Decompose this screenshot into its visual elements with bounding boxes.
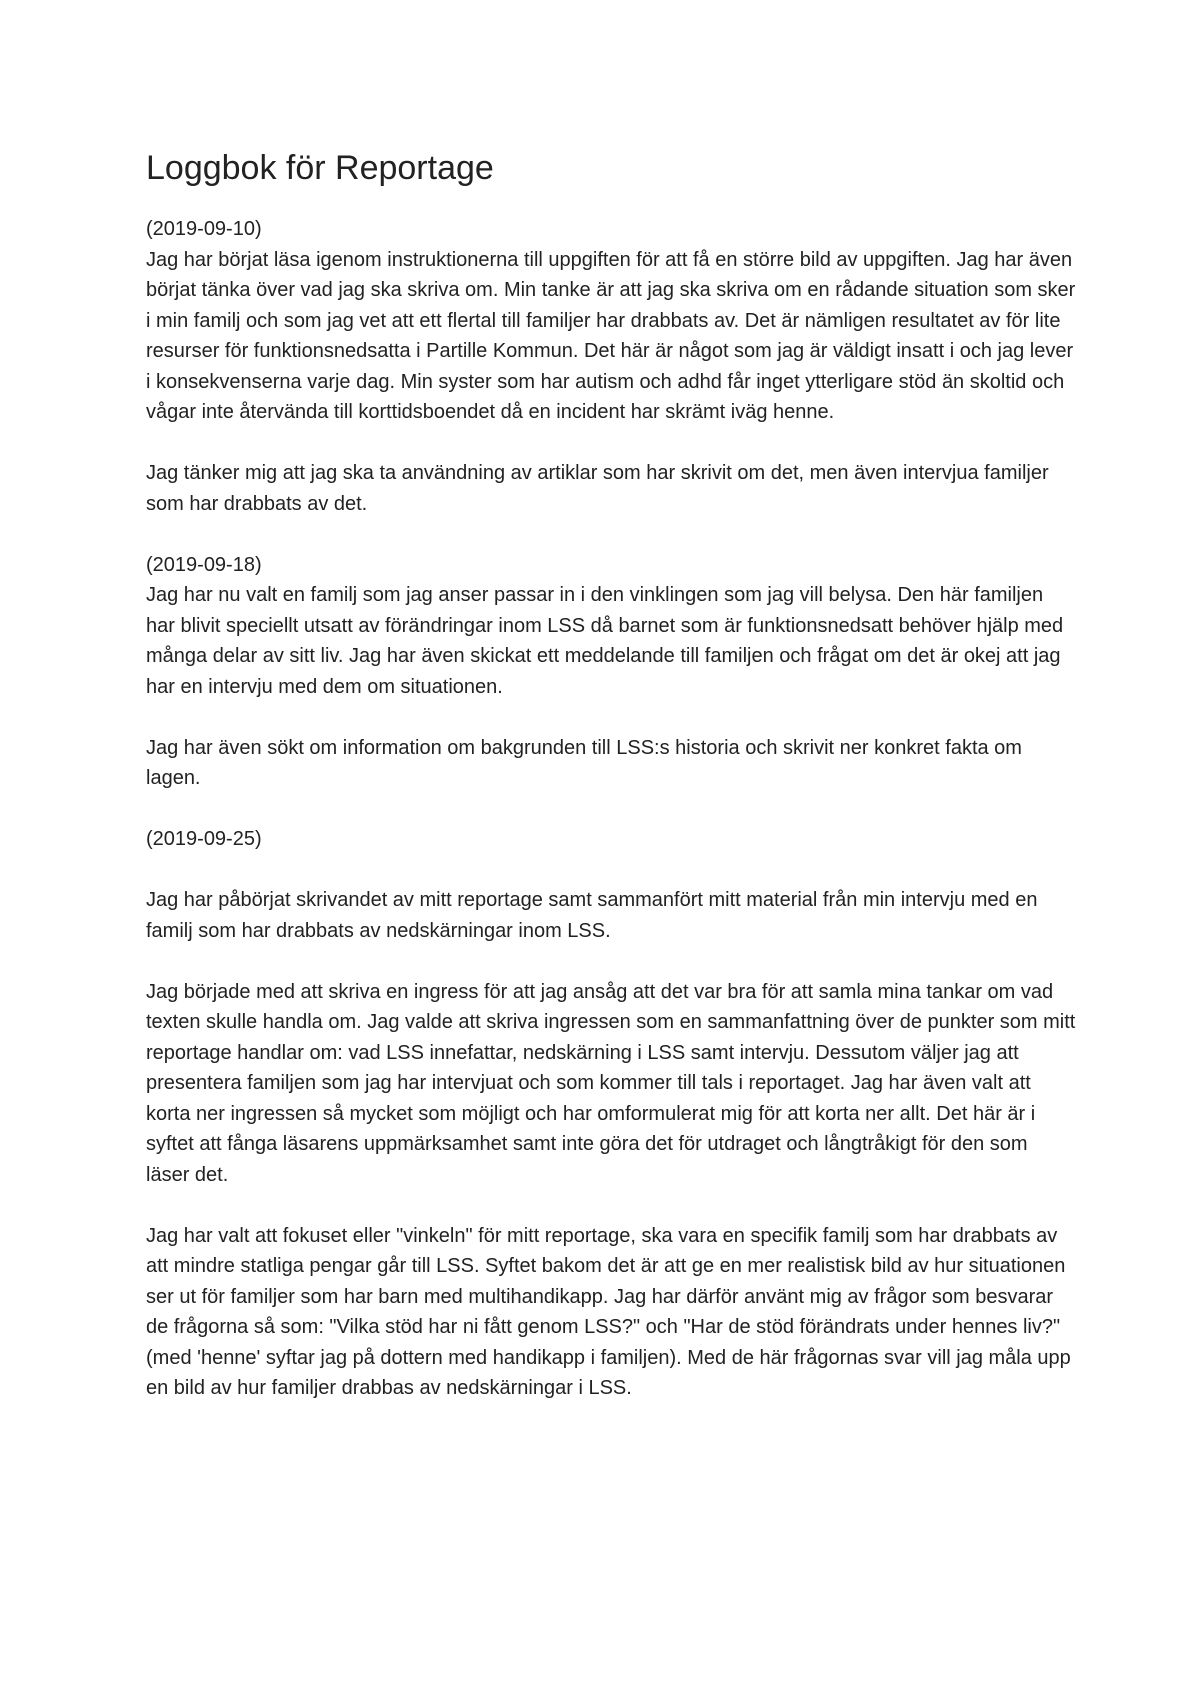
spacer bbox=[146, 946, 1076, 977]
entry-date: (2019-09-18) bbox=[146, 553, 262, 576]
spacer bbox=[146, 519, 1076, 550]
entry-paragraph: Jag började med att skriva en ingress för att jag ansåg att det var bra för att samla mina tankar om vad texten skulle handla om. Jag valde att skriva ingressen som en sammanfattning över de punkter som mitt reportage handlar om: vad LSS innefattar, nedskärning i LSS samt intervju. Dessutom väljer jag att presentera familjen som jag har intervjuat och som kommer till tals i reportaget. Jag har även valt att korta ner ingressen så mycket som möjligt och har omformulerat mig för att korta ner allt. Det här är i syftet att fånga läsarens uppmärksamhet samt inte göra det för utdraget och långtråkigt för den som läser det. bbox=[146, 980, 1076, 1186]
log-entry bbox=[146, 214, 1076, 519]
entry-paragraph: Jag tänker mig att jag ska ta användning av artiklar som har skrivit om det, men även intervjua familjer som har drabbats av det. bbox=[146, 462, 1049, 515]
entry-paragraph: Jag har nu valt en familj som jag anser passar in i den vinklingen som jag vill belysa. Den här familjen har blivit speciellt utsatt av förändringar inom LSS då barnet som är funktionsnedsatt behöver hjälp med många delar av sitt liv. Jag har även skickat ett meddelande till familjen och frågat om det är okej att jag har en intervju med dem om situationen. bbox=[146, 584, 1064, 698]
spacer bbox=[146, 1190, 1076, 1221]
entry-paragraph: Jag har även sökt om information om bakgrunden till LSS:s historia och skrivit ner konkret fakta om lagen. bbox=[146, 736, 1022, 789]
entry-paragraph: Jag har valt att fokuset eller "vinkeln" för mitt reportage, ska vara en specifik familj som har drabbats av att mindre statliga pengar går till LSS. Syftet bakom det är att ge en mer realistisk bild av hur situationen ser ut för familjer som har barn med multihandikapp. Jag har därför använt mig av frågor som besvarar de frågorna så som: "Vilka stöd har ni fått genom LSS?" och "Har de stöd förändrats under hennes liv?" (med 'henne' syftar jag på dottern med handikapp i familjen). Med de här frågornas svar vill jag måla upp en bild av hur familjer drabbas av nedskärningar i LSS. bbox=[146, 1224, 1071, 1399]
document-page bbox=[146, 146, 1076, 1404]
log-entry bbox=[146, 550, 1076, 794]
document-title: Loggbok för Reportage bbox=[146, 149, 494, 187]
entry-date: (2019-09-25) bbox=[146, 828, 262, 850]
spacer bbox=[146, 855, 1076, 886]
spacer bbox=[146, 794, 1076, 825]
log-entry bbox=[146, 824, 1076, 1404]
entry-date: (2019-09-10) bbox=[146, 218, 262, 240]
spacer bbox=[146, 190, 1076, 214]
entry-paragraph: Jag har påbörjat skrivandet av mitt reportage samt sammanfört mitt material från min intervju med en familj som har drabbats av nedskärningar inom LSS. bbox=[146, 889, 1038, 942]
spacer bbox=[146, 428, 1076, 459]
entry-paragraph: Jag har börjat läsa igenom instruktionerna till uppgiften för att få en större bild av uppgiften. Jag har även börjat tänka över vad jag ska skriva om. Min tanke är att jag ska skriva om en rådande situation som sker i min familj och som jag vet att ett flertal till familjer har drabbats av. Det är nämligen resultatet av för lite resurser för funktionsnedsatta i Partille Kommun. Det här är något som jag är väldigt insatt i och jag lever i konsekvenserna varje dag. Min syster som har autism och adhd får inget ytterligare stöd än skoltid och vågar inte återvända till korttidsboendet då en incident har skrämt iväg henne. bbox=[146, 248, 1076, 423]
spacer bbox=[146, 702, 1076, 733]
